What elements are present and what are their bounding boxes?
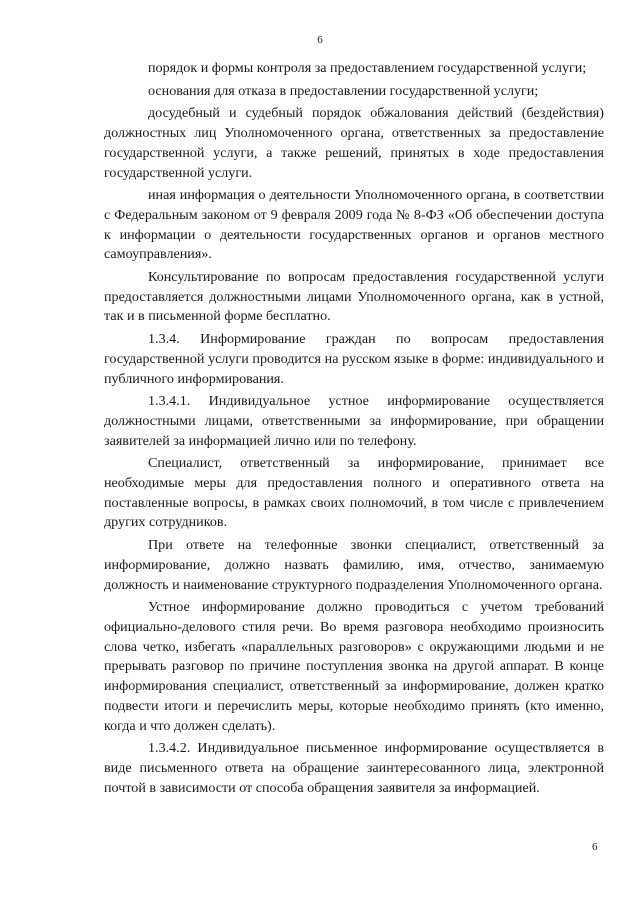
paragraph-1-3-4-2: 1.3.4.2. Индивидуальное письменное информирование осуществляется в виде письменного ответа на обращение заинтересованного лица, электронной почтой в зависимости от способа обращения заявителя за информацией. <box>104 740 604 796</box>
paragraph-phone-calls: При ответе на телефонные звонки специалист, ответственный за информирование, должно назвать фамилию, имя, отчество, занимаемую должность и наименование структурного подразделения Уполномоченного органа. <box>104 537 604 593</box>
paragraph-1-3-4: 1.3.4. Информирование граждан по вопросам предоставления государственной услуги проводится на русском языке в форме: индивидуального и публичного информирования. <box>104 331 604 387</box>
paragraph-specialist: Специалист, ответственный за информирование, принимает все необходимые меры для предоставления полного и оперативного ответа на поставленные вопросы, в рамках своих полномочий, в том числе с привлечением других сотрудников. <box>104 455 604 531</box>
paragraph-1-3-4-1: 1.3.4.1. Индивидуальное устное информирование осуществляется должностными лицами, ответственными за информирование, при обращении заявителей за информацией лично или по телефону. <box>104 393 604 449</box>
page-number-top: 6 <box>317 34 323 46</box>
paragraph-consulting: Консультирование по вопросам предоставления государственной услуги предоставляется должностными лицами Уполномоченного органа, как в устной, так и в письменной форме бесплатно. <box>104 269 604 325</box>
document-body <box>104 59 604 801</box>
paragraph-oral-informing: Устное информирование должно проводиться с учетом требований официально-делового стиля речи. Во время разговора необходимо произносить слова четко, избегать «параллельных разговоров» с окружающими людьми и не прерывать разговор по причине поступления звонка на другой аппарат. В конце информирования специалист, ответственный за информирование, должен кратко подвести итоги и перечислить меры, которые необходимо принять (кто именно, когда и что должен сделать). <box>104 599 604 734</box>
paragraph-control-forms: порядок и формы контроля за предоставлением государственной услуги; <box>148 60 587 76</box>
paragraph-appeal-procedure: досудебный и судебный порядок обжалования действий (бездействия) должностных лиц Уполномоченного органа, ответственных за предоставление государственной услуги, а также решений, принятых в ходе предоставления государственной услуги. <box>104 105 604 181</box>
paragraph-other-information: иная информация о деятельности Уполномоченного органа, в соответствии с Федеральным законом от 9 февраля 2009 года № 8-ФЗ «Об обеспечении доступа к информации о деятельности государственных органов и органов местного самоуправления». <box>104 187 604 263</box>
page-number-bottom: 6 <box>592 841 598 853</box>
paragraph-refusal-grounds: основания для отказа в предоставлении государственной услуги; <box>148 82 539 99</box>
